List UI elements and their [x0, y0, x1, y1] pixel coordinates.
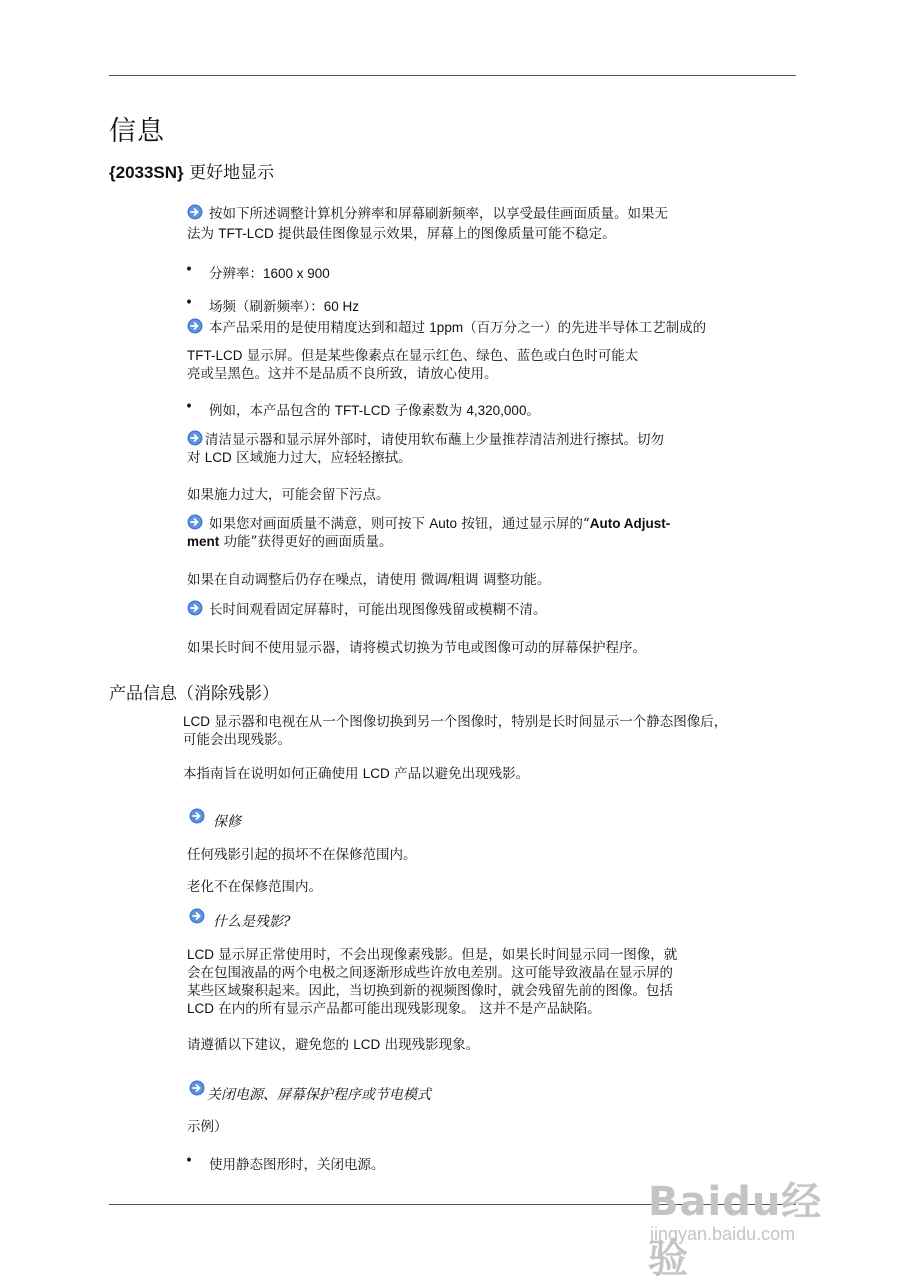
- model-number: {2033SN}: [109, 163, 184, 182]
- arrow-circle-icon: [187, 318, 203, 334]
- bullet-dot: •: [185, 1153, 193, 1169]
- arrow-circle-icon: [187, 600, 203, 616]
- bullet-frequency: • 场频（刷新频率）：60 Hz: [185, 295, 360, 315]
- page-subtitle: [109, 158, 274, 183]
- arrow-circle-icon: [189, 1080, 205, 1096]
- tip-resolution: 按如下所述调整计算机分辨率和屏幕刷新频率，以享受最佳画面质量。如果无 法为 TFT-LCD 提供最佳图像显示效果，屏幕上的图像质量可能不稳定。: [187, 206, 668, 242]
- subtitle-text: 更好地显示: [183, 163, 275, 183]
- arrow-circle-icon: [189, 908, 205, 924]
- bullet-dot: •: [185, 295, 193, 311]
- tip-image-retention-note: 如果长时间不使用显示器，请将模式切换为节电或图像可动的屏幕保护程序。: [187, 640, 646, 656]
- top-divider: [109, 75, 796, 76]
- section-heading-afterimage: 产品信息（消除残影）: [109, 684, 279, 704]
- bullet-resolution: • 分辨率：1600 x 900: [185, 262, 330, 282]
- warranty-line-2: 老化不在保修范围内。: [187, 879, 322, 895]
- arrow-circle-icon: [189, 808, 205, 824]
- warranty-heading: 保修: [189, 808, 241, 831]
- advice-text: 请遵循以下建议，避免您的 LCD 出现残影现象。: [187, 1037, 480, 1053]
- arrow-circle-icon: [187, 430, 203, 446]
- afterimage-intro: LCD 显示器和电视在从一个图像切换到另一个图像时，特别是长时间显示一个静态图像后， 可能会出现残影。: [183, 714, 728, 748]
- tip-image-retention: 长时间观看固定屏幕时，可能出现图像残留或模糊不清。: [187, 600, 547, 619]
- tip-pixels: 本产品采用的是使用精度达到和超过 1ppm（百万分之一）的先进半导体工艺制成的 TFT-LCD 显示屏。但是某些像素点在显示红色、绿色、蓝色或白色时可能太 亮或呈黑色。这并不是品质不良所致，请放心使用。: [187, 320, 707, 382]
- what-is-afterimage-heading: 什么是残影?: [189, 908, 291, 931]
- tip-cleaning-note: 如果施力过大，可能会留下污点。: [187, 487, 390, 503]
- afterimage-guide: 本指南旨在说明如何正确使用 LCD 产品以避免出现残影。: [183, 766, 530, 782]
- what-is-afterimage-text: LCD 显示屏正常使用时，不会出现像素残影。但是，如果长时间显示同一图像，就 会在包围液晶的两个电极之间逐渐形成些许放电差别。这可能导致液晶在显示屏的 某些区域聚积起来。因此，当切换到新的视频图像时，就会残留先前的图像。包括 LCD 在内的所有显示产品都可能出现残影现象。 这并不是产品缺陷。: [187, 947, 678, 1017]
- tip-auto-adjust-note: 如果在自动调整后仍存在噪点，请使用 微调/粗调 调整功能。: [187, 572, 551, 588]
- warranty-line-1: 任何残影引起的损坏不在保修范围内。: [187, 847, 417, 863]
- bullet-dot: •: [185, 399, 193, 415]
- power-off-heading: 关闭电源、屏幕保护程序或节电模式: [189, 1080, 431, 1104]
- watermark-url: jingyan.baidu.com: [650, 1224, 796, 1244]
- bullet-subpixels: • 例如，本产品包含的 TFT-LCD 子像素数为 4,320,000。: [185, 399, 540, 419]
- page-title: 信息: [109, 116, 165, 147]
- baidu-watermark: [640, 1150, 860, 1282]
- watermark-logo: Baidu经验: [648, 1179, 823, 1282]
- tip-cleaning: 清洁显示器和显示屏外部时，请使用软布蘸上少量推荐清洁剂进行擦拭。切勿 对 LCD 区域施力过大，应轻轻擦拭。: [187, 432, 664, 466]
- example-label: 示例）: [187, 1119, 228, 1135]
- arrow-circle-icon: [187, 514, 203, 530]
- arrow-circle-icon: [187, 204, 203, 220]
- bullet-dot: •: [185, 262, 193, 278]
- bullet-power-off: • 使用静态图形时，关闭电源。: [185, 1153, 385, 1173]
- tip-auto-adjust: 如果您对画面质量不满意，则可按下 Auto 按钮，通过显示屏的“Auto Adjust- ment 功能”获得更好的画面质量。: [187, 516, 671, 550]
